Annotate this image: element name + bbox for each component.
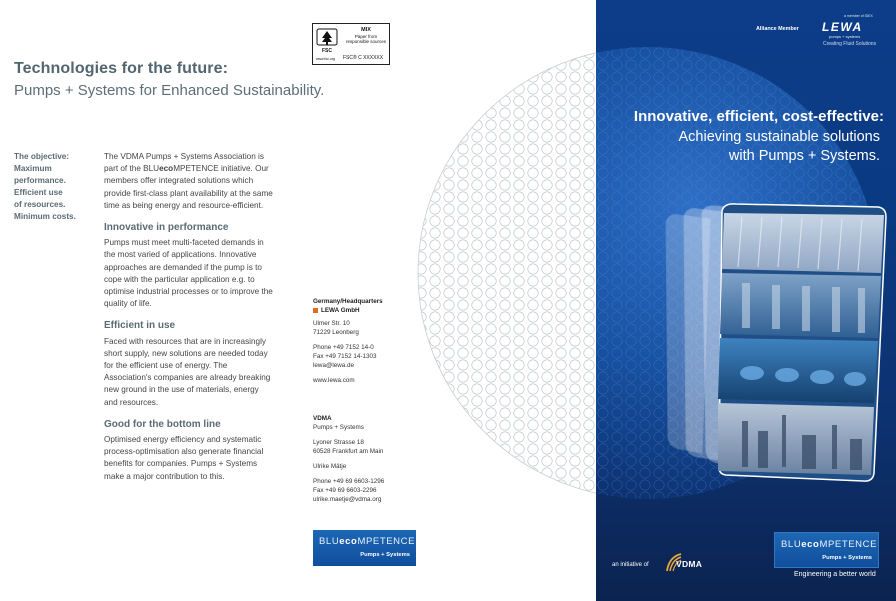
address-dept: Pumps + Systems [313, 424, 364, 431]
fsc-label [312, 23, 390, 65]
fsc-mix: MIX [361, 27, 371, 33]
objective-line: Maximum [14, 164, 52, 173]
initiative-label: an initiative of [612, 562, 649, 568]
fsc-url: www.fsc.org [316, 57, 335, 61]
address-city: 60528 Frankfurt am Main [313, 448, 384, 455]
objective-line: Minimum costs. [14, 212, 76, 221]
address-contact: Ulrike Mätje [313, 463, 347, 470]
section-heading: Efficient in use [104, 320, 176, 332]
address-heading: Germany/Headquarters [313, 298, 383, 305]
address-phone: Phone +49 69 6603-1296 [313, 478, 385, 485]
fsc-logo-text: FSC [322, 48, 332, 54]
address-web[interactable]: www.lewa.com [313, 377, 355, 384]
section-text: Optimised energy efficiency and systematic process-optimisation also generate financial benefits for companies. Pumps + Systems make a major contribution to this. [104, 435, 264, 481]
objective-sidebar [14, 151, 84, 223]
page-title: Technologies for the future: [14, 60, 229, 77]
address-fax: Fax +49 69 6603-2296 [313, 487, 377, 494]
address-email[interactable]: ulrike.maetje@vdma.org [313, 496, 382, 503]
fsc-text [343, 28, 389, 45]
bluecompetence-logo-right [774, 532, 879, 568]
address-company: LEWA GmbH [321, 307, 360, 314]
objective-line: performance. [14, 176, 66, 185]
left-title-block [14, 60, 324, 99]
lewa-square-icon [313, 308, 318, 313]
lewa-logo: LEWA [822, 20, 863, 34]
body-text-column [104, 151, 274, 489]
section-heading: Innovative in performance [104, 222, 229, 234]
alliance-member-label: Alliance Member [756, 26, 799, 32]
address-fax: Fax +49 7152 14-1303 [313, 353, 377, 360]
page-subtitle: Pumps + Systems for Enhanced Sustainability. [14, 82, 325, 99]
cover-subhead-line: Achieving sustainable solutions [678, 129, 880, 145]
bluecompetence-sub: Pumps + Systems [360, 552, 410, 558]
objective-line: of resources. [14, 200, 66, 209]
intro-paragraph [104, 151, 274, 212]
vdma-address [313, 414, 384, 504]
objective-line: Efficient use [14, 188, 63, 197]
intro-text-b: MPETENCE initiative. Our members offer integrated solutions which provide first-class plant availability at the same time as being energy and resource-efficient. [104, 164, 273, 210]
address-email[interactable]: lewa@lewa.de [313, 362, 355, 369]
cover-subhead-line: with Pumps + Systems. [728, 148, 880, 164]
intro-text-a: The VDMA Pumps + Systems Association is part of the BLU [104, 152, 264, 174]
bluecompetence-word: BLUecoMPETENCE [319, 536, 416, 547]
section-heading: Good for the bottom line [104, 418, 221, 430]
intro-eco: eco [159, 164, 174, 174]
fsc-line1: Paper from [354, 33, 378, 39]
cover-headline: Innovative, efficient, cost-effective: [633, 108, 884, 125]
fsc-code: FSC® C XXXXXX [343, 55, 384, 61]
cover-subhead [678, 128, 880, 166]
industrial-photo-collage [662, 203, 887, 483]
address-phone: Phone +49 7152 14-0 [313, 344, 374, 351]
vdma-logo-text: VDMA [676, 559, 703, 569]
section-text: Faced with resources that are in increasingly short supply, new solutions are needed today for the efficient use of energy. The Association's companies are already breaking new ground in the use of materials, energy and resources. [104, 336, 271, 407]
fsc-tree-icon [316, 28, 338, 54]
section-text: Pumps must meet multi-faceted demands in the most varied of applications. Innovative approaches are demanded if the pump is to cope with the particular application e.g. to optimise industrial processes or to improve the quality of life. [104, 238, 273, 309]
lewa-address [313, 297, 383, 385]
address-heading: VDMA [313, 415, 332, 422]
vdma-tagline: Engineering a better world [794, 571, 876, 578]
address-street: Ulmer Str. 10 [313, 320, 350, 327]
address-street: Lyoner Strasse 18 [313, 439, 364, 446]
lewa-logo-sub: pumps + systems [829, 34, 861, 39]
bluecompetence-sub: Pumps + Systems [822, 555, 872, 561]
address-city: 71229 Leonberg [313, 329, 359, 336]
lewa-tagline: Creating Fluid Solutions [823, 41, 877, 47]
bluecompetence-word: BLUecoMPETENCE [781, 539, 878, 550]
bluecompetence-logo-left [313, 530, 416, 566]
objective-line: The objective: [14, 152, 70, 161]
fsc-line2: responsible sources [345, 39, 387, 44]
lewa-idex-note: a member of IDEX [844, 14, 873, 18]
